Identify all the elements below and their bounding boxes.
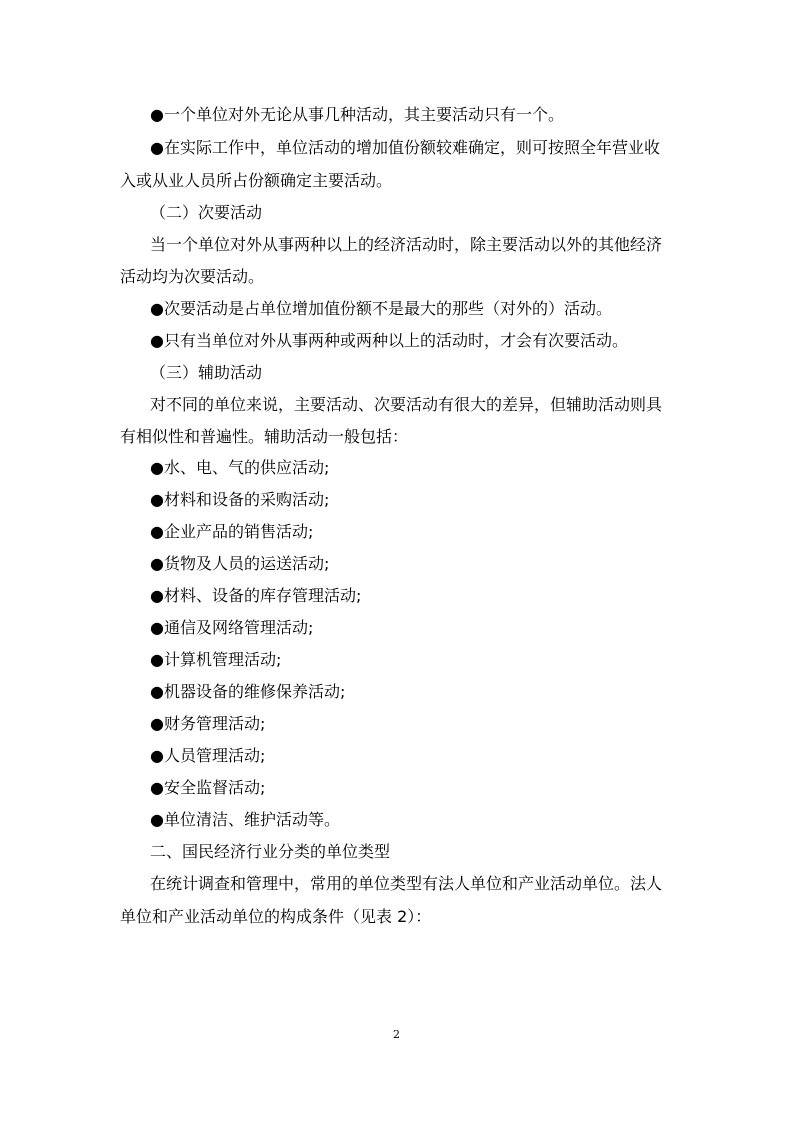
bullet-line: ●通信及网络管理活动;	[150, 618, 314, 637]
bullet-line: ●机器设备的维修保养活动;	[150, 682, 346, 701]
bullet-line: ●货物及人员的运送活动;	[150, 554, 330, 573]
bullet-line: ●材料、设备的库存管理活动;	[150, 586, 362, 605]
paragraph-line: 在统计调查和管理中，常用的单位类型有法人单位和产业活动单位。法人	[150, 874, 663, 893]
bullet-line: ●一个单位对外无论从事几种活动，其主要活动只有一个。	[150, 105, 564, 124]
page-number: 2	[393, 1028, 400, 1041]
bullet-line: ●单位清洁、维护活动等。	[150, 810, 340, 829]
section-heading: （三）辅助活动	[150, 363, 263, 382]
bullet-line: ●人员管理活动;	[150, 746, 266, 765]
paragraph-line: 对不同的单位来说，主要活动、次要活动有很大的差异，但辅助活动则具	[150, 395, 663, 414]
bullet-line: ●只有当单位对外从事两种或两种以上的活动时，才会有次要活动。	[150, 331, 628, 350]
paragraph-line: 有相似性和普遍性。辅助活动一般包括：	[120, 427, 409, 446]
bullet-line: ●财务管理活动;	[150, 714, 266, 733]
section-heading: 二、国民经济行业分类的单位类型	[150, 842, 391, 861]
bullet-line: ●次要活动是占单位增加值份额不是最大的那些（对外的）活动。	[150, 299, 612, 318]
bullet-line: ●企业产品的销售活动;	[150, 522, 314, 541]
section-heading: （二）次要活动	[150, 203, 263, 222]
bullet-line: ●在实际工作中，单位活动的增加值份额较难确定，则可按照全年营业收	[150, 138, 660, 157]
bullet-line: ●水、电、气的供应活动;	[150, 458, 330, 477]
bullet-line: ●安全监督活动;	[150, 778, 266, 797]
paragraph-line: 入或从业人员所占份额确定主要活动。	[120, 171, 393, 190]
paragraph-line: 单位和产业活动单位的构成条件（见表 2）：	[120, 907, 432, 926]
bullet-line: ●计算机管理活动;	[150, 650, 282, 669]
paragraph-line: 当一个单位对外从事两种以上的经济活动时，除主要活动以外的其他经济	[150, 235, 663, 254]
paragraph-line: 活动均为次要活动。	[120, 267, 265, 286]
bullet-line: ●材料和设备的采购活动;	[150, 490, 330, 509]
